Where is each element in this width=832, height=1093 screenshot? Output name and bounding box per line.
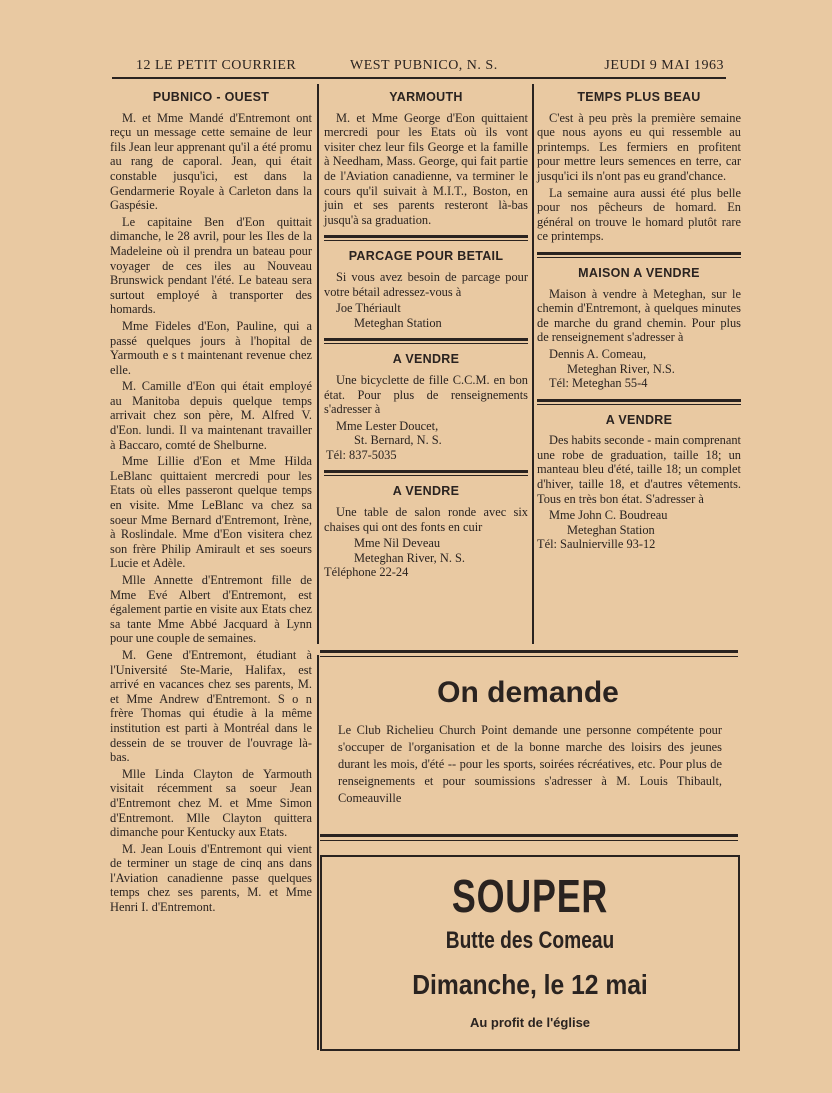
heading-a-vendre-2: A VENDRE [392, 484, 460, 499]
maison-name: Dennis A. Comeau, [549, 346, 647, 361]
yarmouth-text: M. et Mme George d'Eon quittaient mercredi pour les Etats où ils vont visiter chez leur fils George et la famille à Needham, Mass. George, qui fait partie de l'Aviation canadienne, va terminer le cours qu'il suivait à M.I.T., Boston, en juin et ses parents resteront là-bas jusqu'à sa graduation. [324, 110, 528, 227]
souper-title: SOUPER [451, 870, 609, 922]
vendre1-name: Mme Lester Doucet, [336, 418, 439, 433]
ondemande-rule-top2 [320, 656, 738, 657]
masthead-paper-name: 12 LE PETIT COURRIER [136, 58, 297, 73]
temps-paragraph-2: La semaine aura aussi été plus belle pour nos pêcheurs de homard. En général on trouve le homard plutôt rare ce printemps. [537, 185, 741, 244]
masthead-rule [112, 77, 726, 79]
heading-temps-plus-beau: TEMPS PLUS BEAU [577, 90, 701, 104]
column-divider-1 [317, 84, 319, 644]
parcage-text: Si vous avez besoin de parcage pour votre bétail adressez-vous à [324, 269, 528, 299]
column-yarmouth [324, 90, 528, 580]
paragraph: M. Jean Louis d'Entremont qui vient de terminer un stage de cinq ans dans l'Aviation canadienne passe quelques temps chez ses parents, M. et Mme Henri I. d'Entremont. [110, 841, 312, 915]
paragraph: Mme Fideles d'Eon, Pauline, qui a passé quelques jours à l'hopital de Yarmouth e s t maintenant revenue chez elle. [110, 318, 312, 377]
vendre3-place: Meteghan Station [567, 522, 655, 537]
paragraph: Mme Lillie d'Eon et Mme Hilda LeBlanc quittaient mercredi pour les Etats où elles passeront quelque temps en visite. Mme LeBlanc va chez sa soeur Mme Bernard d'Entremont, Irène, à Roslindale. Mme d'Eon visitera chez son frère Philip Amirault et ses soeurs Lucie et Adèle. [110, 454, 312, 571]
masthead-date: JEUDI 9 MAI 1963 [604, 58, 724, 73]
vendre2-name: Mme Nil Deveau [354, 536, 441, 551]
paragraph: Mlle Annette d'Entremont fille de Mme Evé Albert d'Entremont, est également partie en visite aux Etats chez sa tante Mme Abbé Jacquard à Lynn pour une couple de semaines. [110, 573, 312, 646]
section-rule [324, 235, 528, 241]
temps-paragraph-1: C'est à peu près la première semaine que nous ayons eu qui ressemble au printemps. Les fermiers en profitent pour mettre leurs semences en terre, car jusqu'ici ils n'ont pas eu grand'chance. [537, 110, 741, 183]
column-temps [537, 90, 741, 552]
section-rule [537, 252, 741, 258]
souper-note: Au profit de l'église [469, 1015, 591, 1030]
paragraph: Le capitaine Ben d'Eon quittait dimanche, le 28 avril, pour les Iles de la Madeleine où il prendra un bateau pour voyager de ces iles au Nouveau Brunswick pendant l'été. Le bateau sera surtout employé à transporter des homards. [110, 214, 312, 317]
vendre2-text: Une table de salon ronde avec six chaises qui ont des fonts en cuir [324, 505, 528, 534]
souper-date: Dimanche, le 12 mai [412, 969, 648, 1000]
ondemande-rule-bottom [320, 834, 738, 837]
parcage-place: Meteghan Station [354, 315, 442, 330]
ondemande-rule-bottom2 [320, 840, 738, 841]
vendre1-text: Une bicyclette de fille C.C.M. en bon état. Pour plus de renseignements s'adresser à [324, 372, 528, 417]
masthead-location: WEST PUBNICO, N. S. [350, 58, 498, 73]
section-rule [324, 470, 528, 476]
ondemande-rule-top [320, 650, 738, 653]
vendre3-text: Des habits seconde - main comprenant une robe de graduation, taille 18; un manteau bleu d'été, taille 18; un complet d'hiver, taille 18, et d'autres vêtements. Tous en très bon état. S'adresser à [537, 433, 741, 506]
column-divider-2 [532, 84, 534, 644]
vendre2-place: Meteghan River, N. S. [354, 550, 466, 565]
heading-parcage: PARCAGE POUR BETAIL [348, 249, 504, 264]
parcage-name: Joe Thériault [336, 301, 401, 316]
paragraph: M. Camille d'Eon qui était employé au Manitoba depuis quelque temps arrivait chez son père, M. Alfred V. d'Eon. lundi. Il va maintenant travailler à Baccaro, comté de Shelburne. [110, 379, 312, 452]
section-rule [537, 399, 741, 405]
vendre1-place: St. Bernard, N. S. [354, 433, 442, 448]
heading-maison-a-vendre: MAISON A VENDRE [578, 265, 700, 280]
column-pubnico-ouest [110, 90, 312, 917]
ondemande-text: Le Club Richelieu Church Point demande une personne compétente pour s'occuper de l'organisation et de la bonne marche des loisirs des jeunes durant les mois, d'été -- pour les sports, soirées récréatives, etc. Pour plus de renseignements et pour soumissions s'adresser à M. Louis Thibault, Comeauville [338, 723, 722, 805]
heading-pubnico-ouest: PUBNICO - OUEST [152, 90, 270, 104]
vendre2-tel: Téléphone 22-24 [324, 565, 409, 580]
paragraph: M. et Mme Mandé d'Entremont ont reçu un message cette semaine de leur fils Jean leur apprenant qu'il a été promu au rang de caporal. Jean, qui était constable jusqu'ici, est dans la Gendarmerie Royale à Carleton dans la Gaspésie. [110, 110, 312, 213]
souper-ad [320, 855, 740, 1051]
vendre3-name: Mme John C. Boudreau [549, 508, 668, 523]
souper-place: Butte des Comeau [445, 927, 615, 954]
paragraph: M. Gene d'Entremont, étudiant à l'Université Ste-Marie, Halifax, est arrivé en vacances chez ses parents, M. et Mme Andrew d'Entremont. S o n frère Thomas qui étudie à la même institution est parti à Montréal dans le dessein de se trouver de l'ouvrage là-bas. [110, 647, 312, 765]
heading-yarmouth: YARMOUTH [389, 90, 463, 104]
heading-a-vendre-1: A VENDRE [392, 352, 460, 367]
maison-text: Maison à vendre à Meteghan, sur le chemin d'Entremont, à quelques minutes de marche du grand chemin. Pour plus de renseignement s'adresser à [537, 286, 741, 345]
maison-tel: Tél: Meteghan 55-4 [549, 376, 648, 391]
heading-a-vendre-3: A VENDRE [605, 412, 673, 427]
maison-place: Meteghan River, N.S. [567, 361, 675, 376]
ondemande-title: On demande [437, 676, 619, 709]
paragraph: Mlle Linda Clayton de Yarmouth visitait récemment sa soeur Jean d'Entremont chez M. et Mme Simon d'Entremont. Mlle Clayton quittera dimanche pour Kentucky aux Etats. [110, 766, 312, 840]
column-divider-1b [317, 655, 319, 1050]
vendre1-tel: Tél: 837-5035 [326, 447, 397, 462]
section-rule [324, 338, 528, 344]
vendre3-tel: Tél: Saulnierville 93-12 [537, 537, 656, 552]
